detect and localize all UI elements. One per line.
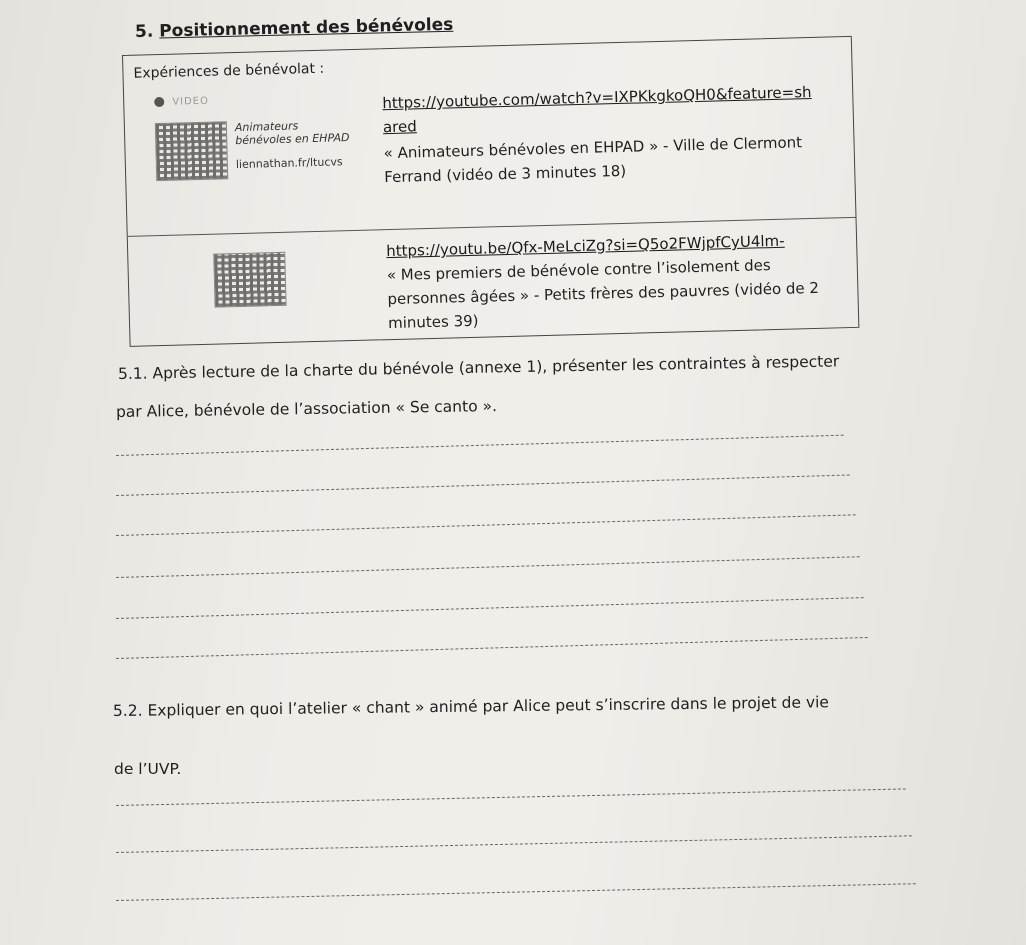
section-title-text: Positionnement des bénévoles: [158, 14, 454, 42]
answer-line[interactable]: [116, 556, 860, 578]
video-short-url[interactable]: liennathan.fr/ltucvs: [235, 155, 343, 172]
video-link-1[interactable]: https://youtube.com/watch?v=IXPKkgkoQH0&feature=sh ared: [382, 82, 812, 137]
video-caption: Animateurs bénévoles en EHPAD: [234, 119, 350, 148]
question-5-1-line1: 5.1. Après lecture de la charte du bénévole (annexe 1), présenter les contraintes à respecter: [117, 352, 840, 383]
table-row: [128, 219, 858, 343]
table-row: [124, 82, 855, 237]
question-5-2-line1: 5.2. Expliquer en quoi l’atelier « chant » animé par Alice peut s’inscrire dans le projet de vie: [112, 693, 830, 720]
answer-line[interactable]: [116, 883, 916, 901]
video-link-2[interactable]: https://youtu.be/Qfx-MeLciZg?si=Q5o2FWjpfCyU4lm-: [385, 231, 785, 261]
question-5-2-line2: de l’UVP.: [114, 760, 182, 778]
question-5-1-line2: par Alice, bénévole de l’association « Se canto ».: [115, 397, 498, 421]
table-header: Expériences de bénévolat :: [133, 60, 325, 82]
video-description-2: « Mes premiers de bénévole contre l’isolement des personnes âgées » - Petits frères des pauvres (vidéo de 2 minutes 39): [386, 256, 820, 333]
answer-line[interactable]: [116, 435, 844, 456]
video-description-1: « Animateurs bénévoles en EHPAD » - Ville de Clermont Ferrand (vidéo de 3 minutes 18): [383, 133, 803, 187]
qr-code-icon[interactable]: [213, 252, 286, 308]
answer-line[interactable]: [116, 835, 912, 853]
answer-line[interactable]: [116, 475, 850, 496]
section-title: [135, 15, 454, 42]
play-icon: [154, 97, 164, 107]
section-number: 5.: [134, 21, 154, 42]
qr-code-icon[interactable]: [155, 121, 228, 181]
video-tag: VIDEO: [154, 96, 209, 108]
answer-line[interactable]: [116, 637, 868, 659]
answer-line[interactable]: [116, 514, 856, 536]
answer-line[interactable]: [116, 597, 864, 619]
answer-line[interactable]: [116, 788, 906, 806]
volunteer-experience-table: [122, 36, 859, 347]
